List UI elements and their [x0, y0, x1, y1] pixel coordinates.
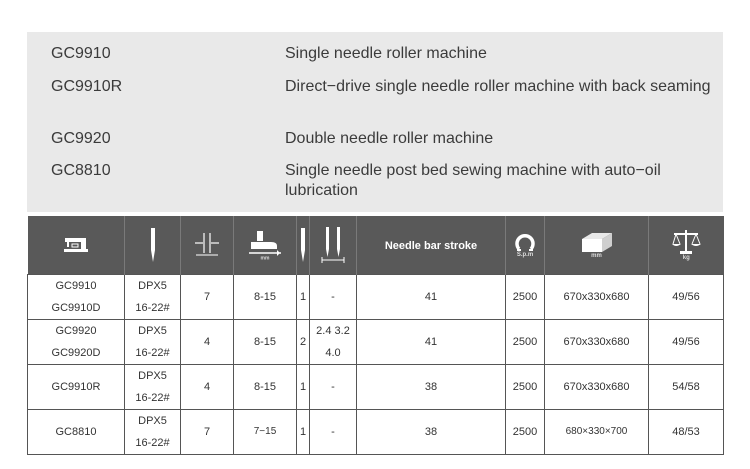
model-code: GC9910R — [51, 78, 123, 95]
size-cell: 680×330×700 — [545, 410, 649, 455]
table-row — [28, 320, 724, 365]
stitch-cell: 4 — [181, 320, 234, 365]
weight-column-header — [649, 216, 724, 275]
speed-cell: 2500 — [506, 365, 545, 410]
model-description: Double needle roller machine — [285, 130, 494, 147]
model-description: Single needle roller machine — [285, 45, 487, 62]
lift-cell: 7−15 — [234, 410, 297, 455]
lift-cell: 8-15 — [234, 320, 297, 365]
stroke-cell: 38 — [357, 365, 506, 410]
speed-cell: 2500 — [506, 275, 545, 320]
weight-cell: 49/56 — [649, 320, 724, 365]
table-row — [28, 365, 724, 410]
speed-column-header — [506, 216, 545, 275]
needle-cell: DPX5 16-22# — [125, 410, 181, 455]
stroke-cell: 41 — [357, 320, 506, 365]
stroke-cell: 41 — [357, 275, 506, 320]
lift-unit: mm — [260, 255, 270, 260]
lift-cell: 8-15 — [234, 365, 297, 410]
lift-column-header — [234, 216, 297, 275]
dimensions-icon — [580, 231, 614, 253]
stitch-cell: 7 — [181, 410, 234, 455]
needles-cell: 2 — [297, 320, 310, 365]
weight-cell: 49/56 — [649, 275, 724, 320]
stitch-cell: 4 — [181, 365, 234, 410]
model-list — [27, 32, 723, 212]
gauge-cell: 2.4 3.2 4.0 — [310, 320, 357, 365]
stroke-column-header — [357, 216, 506, 275]
model-code: GC9910 — [51, 45, 111, 62]
needles-cell: 1 — [297, 410, 310, 455]
model-description: Single needle post bed sewing machine with auto−oil lubrication — [285, 162, 661, 199]
model-code: GC9920 — [51, 130, 111, 147]
speed-cell: 2500 — [506, 320, 545, 365]
gauge-cell: - — [310, 365, 357, 410]
needle-column-header — [125, 216, 181, 275]
speed-unit: S.p.m — [516, 251, 534, 258]
presser-foot-lift-icon — [247, 230, 283, 260]
model-cell: GC9920 GC9920D — [28, 320, 125, 365]
needle-icon — [149, 228, 157, 262]
model-cell: GC9910R — [28, 365, 125, 410]
model-cell: GC9910 GC9910D — [28, 275, 125, 320]
table-row — [28, 275, 724, 320]
stitch-cell: 7 — [181, 275, 234, 320]
header-row — [28, 216, 724, 275]
sewing-machine-icon — [63, 236, 89, 254]
stroke-header-label: Needle bar stroke — [384, 240, 478, 252]
needles-cell: 1 — [297, 365, 310, 410]
stitch-length-icon — [194, 233, 220, 257]
model-cell: GC8810 — [28, 410, 125, 455]
size-cell: 670x330x680 — [545, 320, 649, 365]
model-code: GC8810 — [51, 162, 111, 179]
gauge-column-header — [310, 216, 357, 275]
spec-table — [27, 216, 724, 455]
speed-cell: 2500 — [506, 410, 545, 455]
needle-count-icon — [300, 228, 306, 262]
speed-icon — [514, 232, 536, 252]
needles-column-header — [297, 216, 310, 275]
weight-cell: 48/53 — [649, 410, 724, 455]
weight-unit: kg — [682, 254, 690, 261]
weight-cell: 54/58 — [649, 365, 724, 410]
table-row — [28, 410, 724, 455]
size-cell: 670x330x680 — [545, 365, 649, 410]
needle-cell: DPX5 16-22# — [125, 275, 181, 320]
needles-cell: 1 — [297, 275, 310, 320]
size-cell: 670x330x680 — [545, 275, 649, 320]
dimensions-column-header — [545, 216, 649, 275]
stitch-column-header — [181, 216, 234, 275]
weight-icon — [671, 229, 701, 255]
gauge-cell: - — [310, 410, 357, 455]
model-description: Direct−drive single needle roller machine with back seaming — [285, 78, 711, 95]
needle-gauge-icon — [320, 227, 346, 263]
dimensions-unit: mm — [591, 252, 602, 259]
lift-cell: 8-15 — [234, 275, 297, 320]
stroke-cell: 38 — [357, 410, 506, 455]
gauge-cell: - — [310, 275, 357, 320]
needle-cell: DPX5 16-22# — [125, 365, 181, 410]
needle-cell: DPX5 16-22# — [125, 320, 181, 365]
model-column-header — [28, 216, 125, 275]
